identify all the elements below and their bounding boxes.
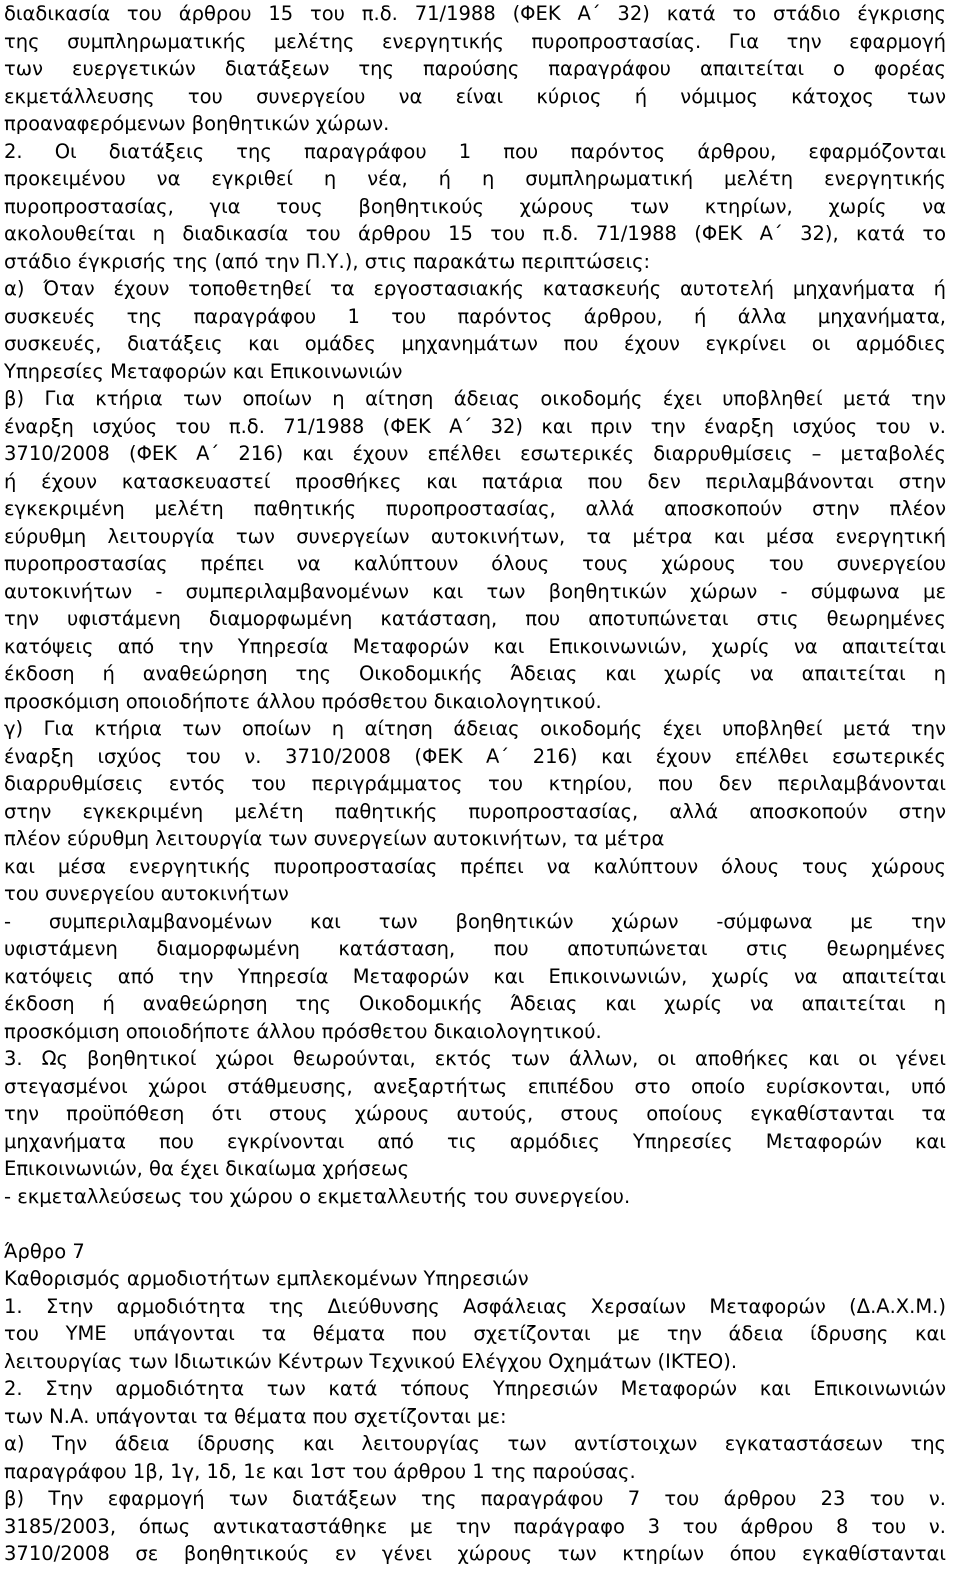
text-line: των ευεργετικών διατάξεων της παρούσης παραγράφου απαιτείται ο φορέας (4, 57, 946, 80)
text-line: εκμετάλλευσης του συνεργείου να είναι κύριος ή νόμιμος κάτοχος των (4, 84, 946, 108)
text-line: αυτοκινήτων - συμπεριλαμβανομένων και των βοηθητικών χώρων - σύμφωνα με (4, 579, 946, 603)
text-line: έκδοση ή αναθεώρηση της Οικοδομικής Άδειας και χωρίς να απαιτείται η (4, 992, 946, 1015)
text-line: συσκευές, διατάξεις και ομάδες μηχανημάτων που έχουν εγκρίνει οι αρμόδιες (4, 332, 946, 355)
text-line: προσκόμιση οποιοδήποτε άλλου πρόσθετου δικαιολογητικού. (4, 689, 602, 713)
text-line: την υφιστάμενη διαμορφωμένη κατάσταση, που αποτυπώνεται στις θεωρημένες (4, 607, 946, 630)
text-line: και μέσα ενεργητικής πυροπροστασίας πρέπει να καλύπτουν όλους τους χώρους (4, 854, 946, 878)
text-line: 2. Στην αρμοδιότητα των κατά τόπους Υπηρεσιών Μεταφορών και Επικοινωνιών (4, 1377, 946, 1400)
text-line: 3710/2008 σε βοηθητικούς εν γένει χώρους των κτηρίων όπου εγκαθίστανται (4, 1542, 946, 1565)
blank-line (4, 1210, 946, 1238)
text-line: α) Την άδεια ίδρυσης και λειτουργίας των αντίστοιχων εγκαταστάσεων της (4, 1432, 946, 1455)
text-line: Επικοινωνιών, θα έχει δικαίωμα χρήσεως (4, 1157, 410, 1180)
text-line: κατόψεις από την Υπηρεσία Μεταφορών και Επικοινωνιών, χωρίς να απαιτείται (4, 634, 946, 658)
text-line: γ) Για κτήρια των οποίων η αίτηση άδειας οικοδομής έχει υποβληθεί μετά την (4, 717, 946, 740)
text-line: συσκευές της παραγράφου 1 του παρόντος άρθρου, ή άλλα μηχανήματα, (4, 304, 946, 328)
text-line: την προϋπόθεση ότι στους χώρους αυτούς, στους οποίους εγκαθίστανται τα (4, 1102, 946, 1125)
text-line: 3. Ως βοηθητικοί χώροι θεωρούνται, εκτός των άλλων, οι αποθήκες και οι γένει (4, 1047, 946, 1070)
text-line: προαναφερόμενων βοηθητικών χώρων. (4, 112, 390, 135)
text-line: παραγράφου 1β, 1γ, 1δ, 1ε και 1στ του άρθρου 1 της παρούσας. (4, 1459, 636, 1483)
text-line: των Ν.Α. υπάγονται τα θέματα που σχετίζονται με: (4, 1404, 507, 1428)
text-line: στεγασμένοι χώροι στάθμευσης, ανεξαρτήτως επιπέδου στο οποίο ευρίσκονται, υπό (4, 1074, 946, 1098)
text-line: μηχανήματα που εγκρίνονται από τις αρμόδιες Υπηρεσίες Μεταφορών και (4, 1129, 946, 1153)
text-line: ακολουθείται η διαδικασία του άρθρου 15 του π.δ. 71/1988 (ΦΕΚ Α΄ 32), κατά το (4, 222, 946, 245)
text-line: 3710/2008 (ΦΕΚ Α΄ 216) και έχουν επέλθει εσωτερικές διαρρυθμίσεις – μεταβολές (4, 442, 946, 465)
text-line: προκειμένου να εγκριθεί η νέα, ή η συμπληρωματική μελέτη ενεργητικής (4, 167, 946, 190)
text-line: β) Την εφαρμογή των διατάξεων της παραγράφου 7 του άρθρου 23 του ν. (4, 1487, 946, 1510)
text-line: πυροπροστασίας, για τους βοηθητικούς χώρους των κτηρίων, χωρίς να (4, 194, 946, 218)
document-body (4, 0, 946, 1568)
text-line: εγκεκριμένη μελέτη παθητικής πυροπροστασίας, αλλά αποσκοπούν στην πλέον (4, 497, 946, 520)
text-line: στην εγκεκριμένη μελέτη παθητικής πυροπροστασίας, αλλά αποσκοπούν στην (4, 799, 946, 823)
text-line: έκδοση ή αναθεώρηση της Οικοδομικής Άδειας και χωρίς να απαιτείται η (4, 662, 946, 685)
text-line: Άρθρο 7 (4, 1239, 85, 1263)
text-line: του συνεργείου αυτοκινήτων (4, 882, 289, 905)
text-line: πλέον εύρυθμη λειτουργία των συνεργείων αυτοκινήτων, τα μέτρα (4, 827, 665, 850)
text-line: κατόψεις από την Υπηρεσία Μεταφορών και Επικοινωνιών, χωρίς να απαιτείται (4, 964, 946, 988)
text-line: 1. Στην αρμοδιότητα της Διεύθυνσης Ασφάλειας Χερσαίων Μεταφορών (Δ.Α.Χ.Μ.) (4, 1294, 946, 1318)
document-page (4, 0, 946, 1568)
text-line: έναρξη ισχύος του ν. 3710/2008 (ΦΕΚ Α΄ 216) και έχουν επέλθει εσωτερικές (4, 744, 946, 768)
text-line: - συμπεριλαμβανομένων και των βοηθητικών χώρων -σύμφωνα με την (4, 909, 946, 933)
text-line: Καθορισμός αρμοδιοτήτων εμπλεκομένων Υπηρεσιών (4, 1267, 529, 1290)
text-line: λειτουργίας των Ιδιωτικών Κέντρων Τεχνικού Ελέγχου Οχημάτων (ΙΚΤΕΟ). (4, 1349, 738, 1373)
text-line: ή έχουν κατασκευαστεί προσθήκες και πατάρια που δεν περιλαμβάνονται στην (4, 469, 946, 493)
text-line: διαρρυθμίσεις εντός του περιγράμματος του κτηρίου, που δεν περιλαμβάνονται (4, 772, 946, 795)
text-line: του ΥΜΕ υπάγονται τα θέματα που σχετίζονται με την άδεια ίδρυσης και (4, 1322, 946, 1345)
text-line: β) Για κτήρια των οποίων η αίτηση άδειας οικοδομής έχει υποβληθεί μετά την (4, 387, 946, 410)
text-line: διαδικασία του άρθρου 15 του π.δ. 71/1988 (ΦΕΚ Α΄ 32) κατά το στάδιο έγκρισης (4, 2, 946, 25)
text-line: 3185/2003, όπως αντικαταστάθηκε με την παράγραφο 3 του άρθρου 8 του ν. (4, 1514, 946, 1538)
text-line: 2. Οι διατάξεις της παραγράφου 1 που παρόντος άρθρου, εφαρμόζονται (4, 139, 946, 163)
text-line: πυροπροστασίας πρέπει να καλύπτουν όλους τους χώρους του συνεργείου (4, 552, 946, 575)
text-line: στάδιο έγκρισής της (από την Π.Υ.), στις παρακάτω περιπτώσεις: (4, 249, 651, 273)
text-line: έναρξη ισχύος του π.δ. 71/1988 (ΦΕΚ Α΄ 32) και πριν την έναρξη ισχύος του ν. (4, 414, 946, 438)
text-line: Υπηρεσίες Μεταφορών και Επικοινωνιών (4, 359, 403, 383)
text-line: υφιστάμενη διαμορφωμένη κατάσταση, που αποτυπώνεται στις θεωρημένες (4, 937, 946, 960)
text-line: α) Όταν έχουν τοποθετηθεί τα εργοστασιακής κατασκευής αυτοτελή μηχανήματα ή (4, 277, 946, 300)
text-line: της συμπληρωματικής μελέτης ενεργητικής πυροπροστασίας. Για την εφαρμογή (4, 29, 946, 53)
text-line: προσκόμιση οποιοδήποτε άλλου πρόσθετου δικαιολογητικού. (4, 1019, 602, 1043)
text-line: - εκμεταλλεύσεως του χώρου ο εκμεταλλευτής του συνεργείου. (4, 1184, 631, 1208)
text-line: εύρυθμη λειτουργία των συνεργείων αυτοκινήτων, τα μέτρα και μέσα ενεργητική (4, 524, 946, 548)
